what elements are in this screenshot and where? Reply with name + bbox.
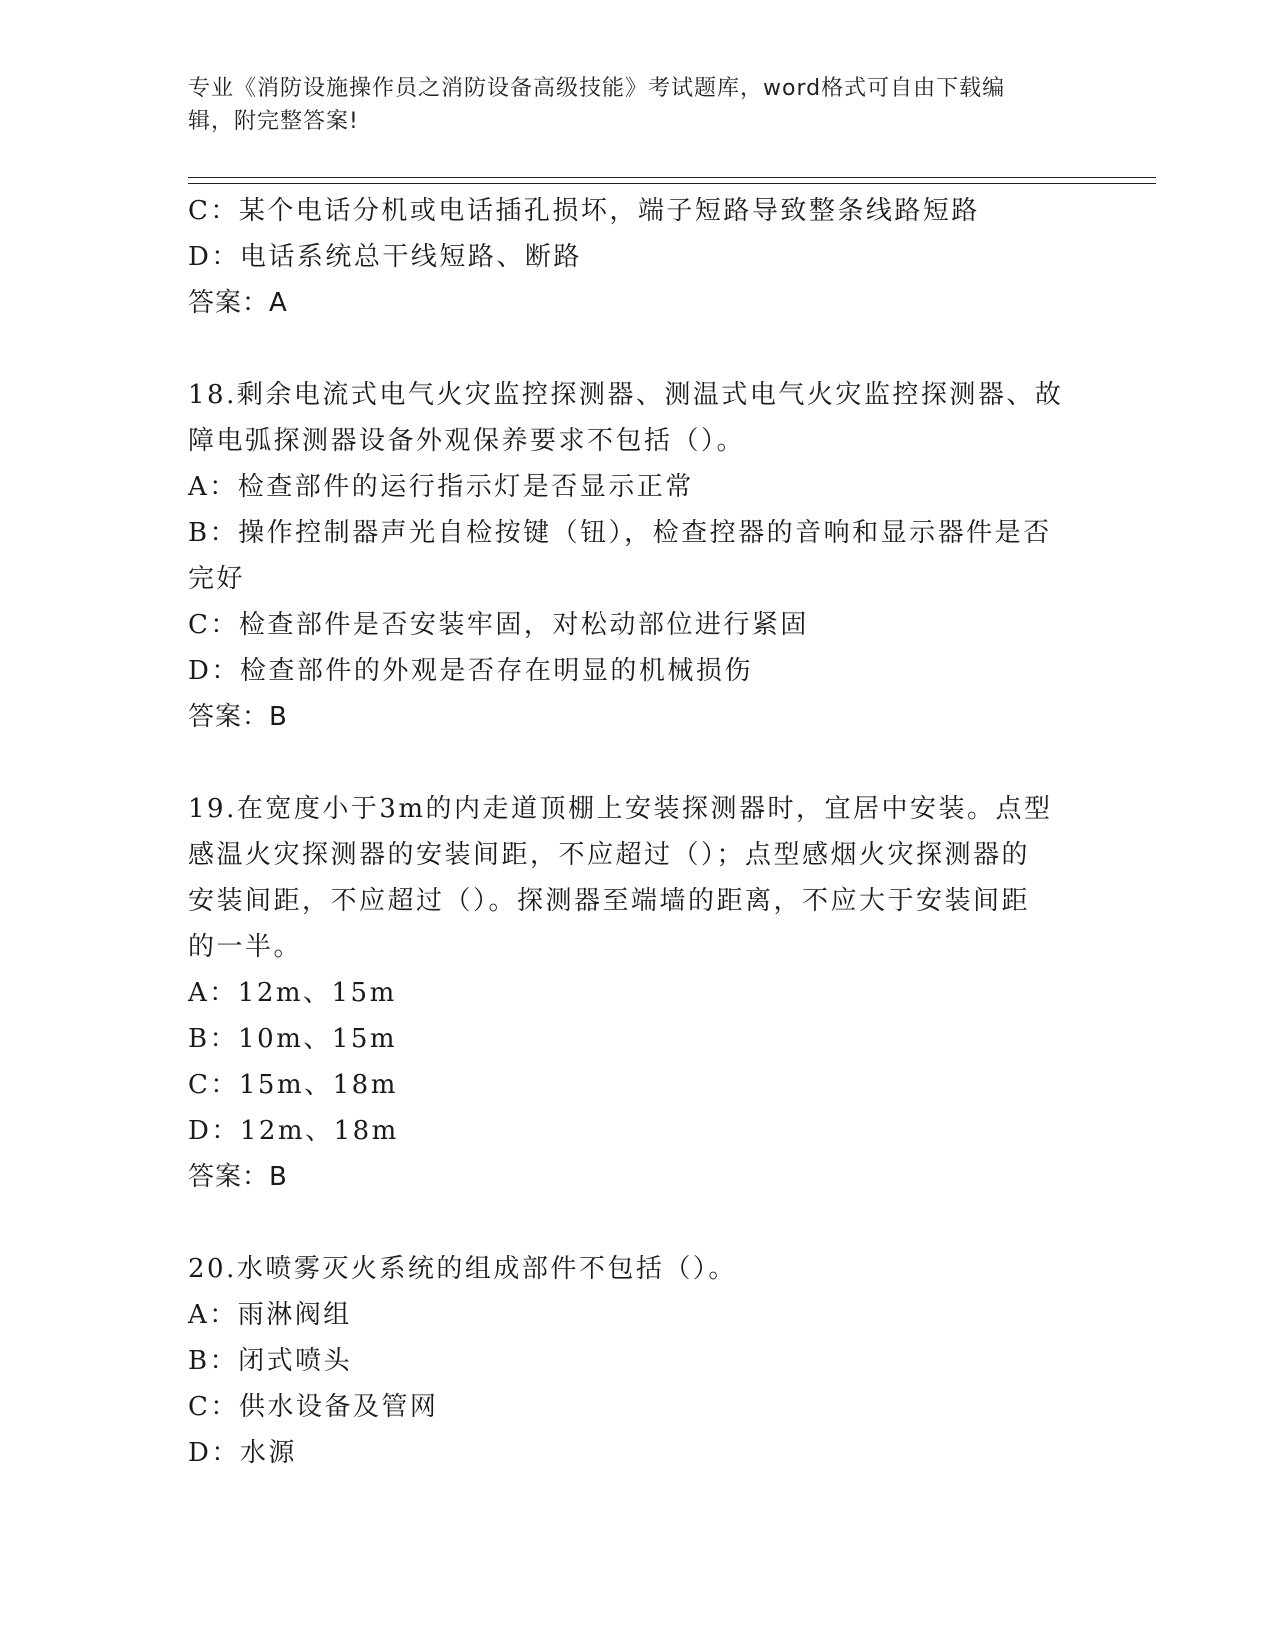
option-a: A：雨淋阀组: [188, 1300, 352, 1330]
question-stem: 20.水喷雾灭火系统的组成部件不包括（）。: [188, 1254, 737, 1284]
header-line-2: 辑，附完整答案!: [188, 109, 359, 134]
option-d: D：电话系统总干线短路、断路: [188, 242, 582, 272]
answer-line: 答案：B: [188, 1162, 288, 1192]
option-d: D：12m、18m: [188, 1116, 399, 1146]
option-c: C：某个电话分机或电话插孔损坏，端子短路导致整条线路短路: [188, 196, 980, 226]
question-stem: 障电弧探测器设备外观保养要求不包括（）。: [188, 426, 746, 456]
question-20: [188, 1246, 1088, 1476]
header-rule-top: [188, 177, 1156, 178]
option-c: C：供水设备及管网: [188, 1392, 439, 1422]
option-b-continued: 完好: [188, 564, 246, 594]
spacer: [188, 740, 1088, 786]
question-stem: 18.剩余电流式电气火灾监控探测器、测温式电气火灾监控探测器、故: [188, 380, 1064, 410]
option-c: C：15m、18m: [188, 1070, 398, 1100]
question-stem: 19.在宽度小于3m的内走道顶棚上安装探测器时，宜居中安装。点型: [188, 794, 1053, 824]
header-line-1: 专业《消防设施操作员之消防设备高级技能》考试题库，word格式可自由下载编: [188, 76, 1006, 101]
prev-question: [188, 188, 1088, 326]
question-stem: 感温火灾探测器的安装间距，不应超过（）；点型感烟火灾探测器的: [188, 840, 1031, 870]
option-b: B：10m、15m: [188, 1024, 398, 1054]
answer-line: 答案：A: [188, 288, 288, 318]
header-rule-bottom: [188, 183, 1156, 184]
option-b: B：闭式喷头: [188, 1346, 353, 1376]
question-18: [188, 372, 1088, 740]
option-d: D：检查部件的外观是否存在明显的机械损伤: [188, 656, 753, 686]
question-19: [188, 786, 1088, 1200]
document-header: [188, 72, 1068, 138]
spacer: [188, 326, 1088, 372]
question-stem: 的一半。: [188, 932, 303, 962]
question-content: [188, 188, 1088, 1476]
option-a: A：12m、15m: [188, 978, 397, 1008]
option-c: C：检查部件是否安装牢固，对松动部位进行紧固: [188, 610, 809, 640]
option-b: B：操作控制器声光自检按键（钮），检查控器的音响和显示器件是否: [188, 518, 1052, 548]
question-stem: 安装间距，不应超过（）。探测器至端墙的距离，不应大于安装间距: [188, 886, 1031, 916]
spacer: [188, 1200, 1088, 1246]
answer-line: 答案：B: [188, 702, 288, 732]
option-a: A：检查部件的运行指示灯是否显示正常: [188, 472, 694, 502]
option-d: D：水源: [188, 1438, 297, 1468]
